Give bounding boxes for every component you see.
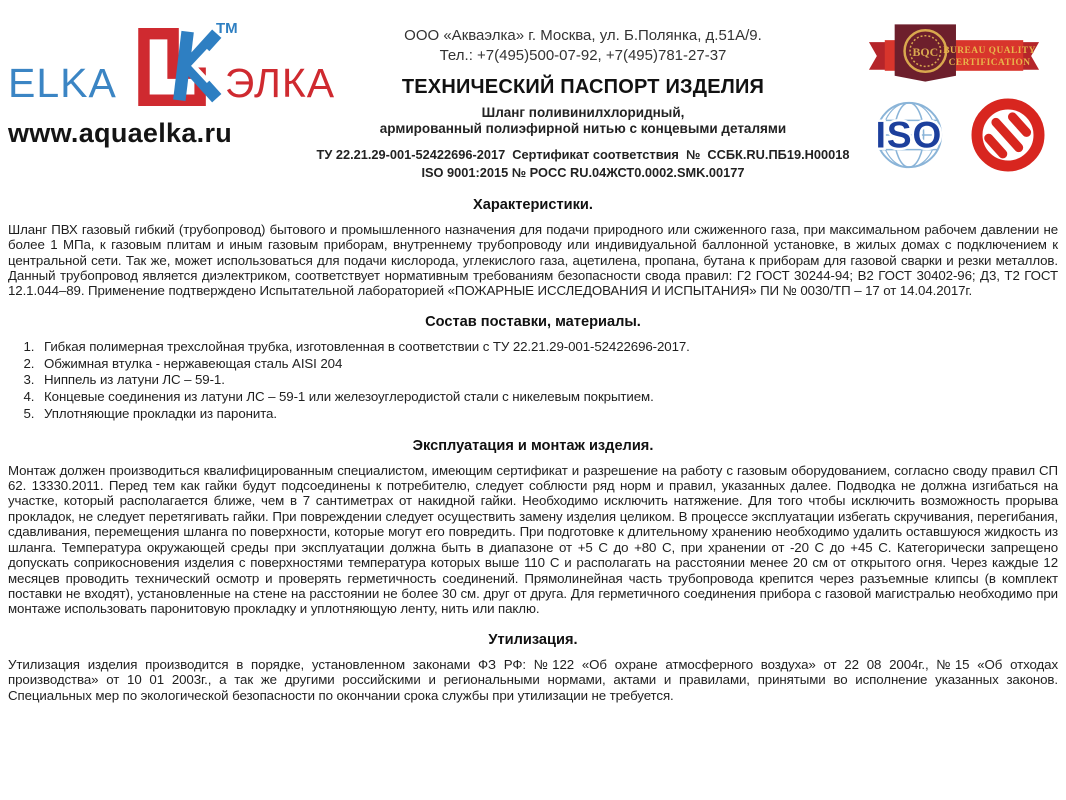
bqc-ribbon-text-line2: CERTIFICATION bbox=[948, 57, 1031, 68]
disposal-heading: Утилизация. bbox=[488, 631, 578, 648]
supply-heading: Состав поставки, материалы. bbox=[425, 313, 641, 330]
characteristics-heading: Характеристики. bbox=[473, 196, 593, 213]
section-operation bbox=[8, 438, 1058, 617]
company-phone-line: Тел.: +7(495)500-07-92, +7(495)781-27-37 bbox=[439, 47, 727, 65]
disposal-paragraph: Утилизация изделия производится в порядке, установленном законами ФЗ РФ: №122 «Об охране атмосферного воздуха» от 22 08 2004г., №15 «Об отходах производства» от 10 01 2003г., а так же другими российскими и региональными нормами, актами и правилами, принятыми во исполнение указанных законов. Специальных мер по экологической безопасности по окончании срока службы при утилизации не требуется. bbox=[8, 656, 1058, 703]
supply-list-item: 5. Уплотняющие прокладки из паронита. bbox=[38, 406, 1058, 423]
operation-paragraph: Монтаж должен производиться квалифицированным специалистом, имеющим сертификат и разрешение на работу с газовым оборудованием, согласно своду правил СП 62. 13330.2011. Перед тем как гайки будут подсоединены к потребителю, следует соблюсти ряд норм и правил, указанных далее. Подводка не должна изгибаться на участке, который располагается ближе, чем в 7 сантиметрах от накидной гайки. Необходимо исключить натяжение. Для того чтобы исключить возможность прорыва прокладок, не следует перетягивать гайки. При повреждении следует осуществить замену изделия целиком. В процессе эксплуатации избегать скручивания, перегибания, сдавливания, перемещения шланга по поверхности, которые могут его повредить. При подготовке к длительному хранению необходимо удалить оставшуюся жидкость из шланга. Температура окружающей среды при эксплуатации должна быть в диапазоне от +5 С до +80 С, при хранении от -20 С до +45 С. Категорически запрещено допускать соприкосновения изделия с поверхностями температура которых выше 110 С и располагать на расстоянии менее 20 см от открытого огня. Через каждые 12 месяцев проводить технический осмотр и проверять герметичность соединений. Прямолинейная часть трубопровода крепится через разъемные клипсы (в комплект поставки не входят), установленные на стене на расстоянии не более 30 см. друг от друга. Для герметичного соединения прибора с газовой магистралью необходимо при монтаже использовать паронитовую прокладку и уплотняющую ленту, нить или паклю. bbox=[8, 462, 1058, 617]
product-subtitle-line1: Шланг поливинилхлоридный, bbox=[481, 104, 685, 120]
bqc-ribbon-badge-icon bbox=[865, 22, 1043, 89]
brand-name-cyrillic: ЭЛКА bbox=[224, 59, 336, 106]
brand-logo-block bbox=[8, 16, 336, 149]
bqc-medallion-label: BQC bbox=[912, 44, 939, 59]
fire-safety-mark-icon bbox=[970, 97, 1046, 178]
brand-logo-row bbox=[8, 20, 336, 116]
characteristics-paragraph: Шланг ПВХ газовый гибкий (трубопровод) бытового и промышленного назначения для подачи природного или сжиженного газа, при максимальном рабочем давлении не более 1 МПа, к газовым плитам и иным газовым приборам, внутреннему трубопроводу или индивидуальной баллонной установке, в жилых домах с подключением к центральной сети. Так же, может использоваться для подачи кислорода, углекислого газа, ацетилена, пропана, бутана к приборам для газовой сварки и резки металлов. Данный трубопровод является диэлектриком, соответствует нормативным требованиям безопасности свода правил: Г2 ГОСТ 30244-94; В2 ГОСТ 30402-96; Д3, Т2 ГОСТ 12.1.044–89. Применение подтверждено Испытательной лабораторией «ПОЖАРНЫЕ ИССЛЕДОВАНИЯ И ИСПЫТАНИЯ» ПИ № 0030/ТП – 17 от 14.04.2017г. bbox=[8, 221, 1058, 299]
section-disposal bbox=[8, 632, 1058, 703]
section-characteristics bbox=[8, 197, 1058, 299]
certificate-line1: ТУ 22.21.29-001-52422696-2017 Сертификат соответствия № ССБК.RU.ПБ19.Н00018 bbox=[316, 146, 850, 162]
supply-list-item: 1. Гибкая полимерная трехслойная трубка, изготовленная в соответствии с ТУ 22.21.29-001-52422696-2017. bbox=[38, 339, 1058, 356]
iso-globe-logo-icon bbox=[862, 97, 956, 178]
document-body bbox=[8, 197, 1058, 703]
website-url: www.aquaelka.ru bbox=[8, 118, 233, 148]
supply-list-item: 4. Концевые соединения из латуни ЛС – 59-1 или железоуглеродистой стали с никелевым покрытием. bbox=[38, 389, 1058, 406]
badges-row bbox=[862, 97, 1046, 178]
certificate-block bbox=[316, 146, 850, 182]
trademark-label: ТМ bbox=[216, 20, 238, 37]
header-center bbox=[316, 16, 850, 182]
elka-lk-logo-icon bbox=[119, 25, 223, 116]
bqc-ribbon-text-line1: BUREAU QUALITY bbox=[943, 46, 1036, 56]
certification-badges bbox=[850, 16, 1058, 178]
product-subtitle-line2: армированный полиэфирной нитью с концевыми деталями bbox=[379, 120, 787, 136]
operation-heading: Эксплуатация и монтаж изделия. bbox=[412, 437, 654, 454]
document-title: ТЕХНИЧЕСКИЙ ПАСПОРТ ИЗДЕЛИЯ bbox=[401, 75, 765, 98]
supply-list-item: 2. Обжимная втулка - нержавеющая сталь AISI 204 bbox=[38, 356, 1058, 373]
supply-list bbox=[8, 339, 1058, 423]
iso-label: ISO bbox=[875, 113, 943, 156]
company-address-line: ООО «Акваэлка» г. Москва, ул. Б.Полянка, д.51А/9. bbox=[404, 27, 762, 44]
document-header bbox=[8, 16, 1058, 182]
certificate-line2: ISO 9001:2015 № РОСС RU.04ЖСТ0.0002.SMK.00177 bbox=[421, 164, 745, 180]
section-supply bbox=[8, 314, 1058, 423]
supply-list-item: 3. Ниппель из латуни ЛС – 59-1. bbox=[38, 372, 1058, 389]
brand-name-latin: ELKA bbox=[8, 59, 117, 106]
